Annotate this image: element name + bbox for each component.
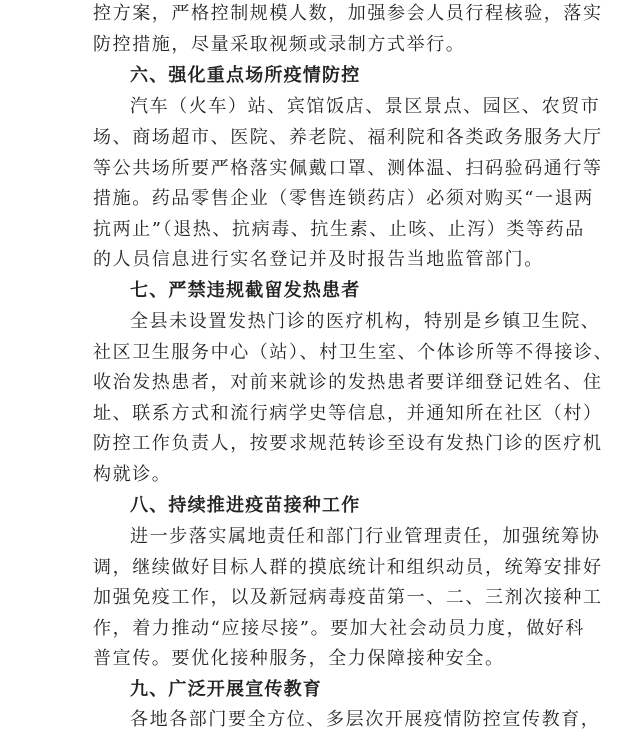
section-6-line-1: 汽车（火车）站、宾馆饭店、景区景点、园区、农贸市 [130, 96, 601, 117]
section-7-line-6: 构就诊。 [93, 464, 172, 485]
section-8-line-5: 普宣传。要优化接种服务，全力保障接种安全。 [93, 648, 505, 669]
section-8-line-2: 调，继续做好目标人群的摸底统计和组织动员，统筹安排好 [93, 557, 603, 578]
section-6-heading: 六、强化重点场所疫情防控 [130, 65, 361, 86]
section-7-line-4: 址、联系方式和流行病学史等信息，并通知所在社区（村） [93, 403, 603, 424]
section-9-heading: 九、广泛开展宣传教育 [130, 679, 322, 700]
section-6-line-3: 等公共场所要严格落实佩戴口罩、测体温、扫码验码通行等 [93, 158, 603, 179]
section-6-line-5: 抗两止”（退热、抗病毒、抗生素、止咳、止泻）类等药品 [93, 219, 585, 240]
section-6-line-2: 场、商场超市、医院、养老院、福利院和各类政务服务大厅 [93, 127, 603, 148]
intro-line-1: 控方案，严格控制规模人数，加强参会人员行程核验，落实 [93, 3, 603, 24]
section-9-line-1: 各地各部门要全方位、多层次开展疫情防控宣传教育， [130, 709, 601, 730]
section-7-line-2: 社区卫生服务中心（站）、村卫生室、个体诊所等不得接诊、 [93, 342, 614, 363]
section-7-line-5: 防控工作负责人，按要求规范转诊至设有发热门诊的医疗机 [93, 433, 603, 454]
section-6-line-6: 的人员信息进行实名登记并及时报告当地监管部门。 [93, 249, 544, 270]
section-8-heading: 八、持续推进疫苗接种工作 [130, 495, 361, 516]
section-8-line-3: 加强免疫工作，以及新冠病毒疫苗第一、二、三剂次接种工 [93, 587, 603, 608]
section-6-line-4: 措施。药品零售企业（零售连锁药店）必须对购买“一退两 [93, 188, 594, 209]
intro-line-2: 防控措施，尽量采取视频或录制方式举行。 [93, 34, 466, 55]
section-7-line-1: 全县未设置发热门诊的医疗机构，特别是乡镇卫生院、 [130, 311, 601, 332]
section-8-line-1: 进一步落实属地责任和部门行业管理责任，加强统筹协 [130, 526, 601, 547]
section-7-line-3: 收治发热患者，对前来就诊的发热患者要详细登记姓名、住 [93, 372, 603, 393]
section-7-heading: 七、严禁违规截留发热患者 [130, 280, 361, 301]
section-8-line-4: 作，着力推动“应接尽接”。要加大社会动员力度，做好科 [93, 618, 586, 639]
